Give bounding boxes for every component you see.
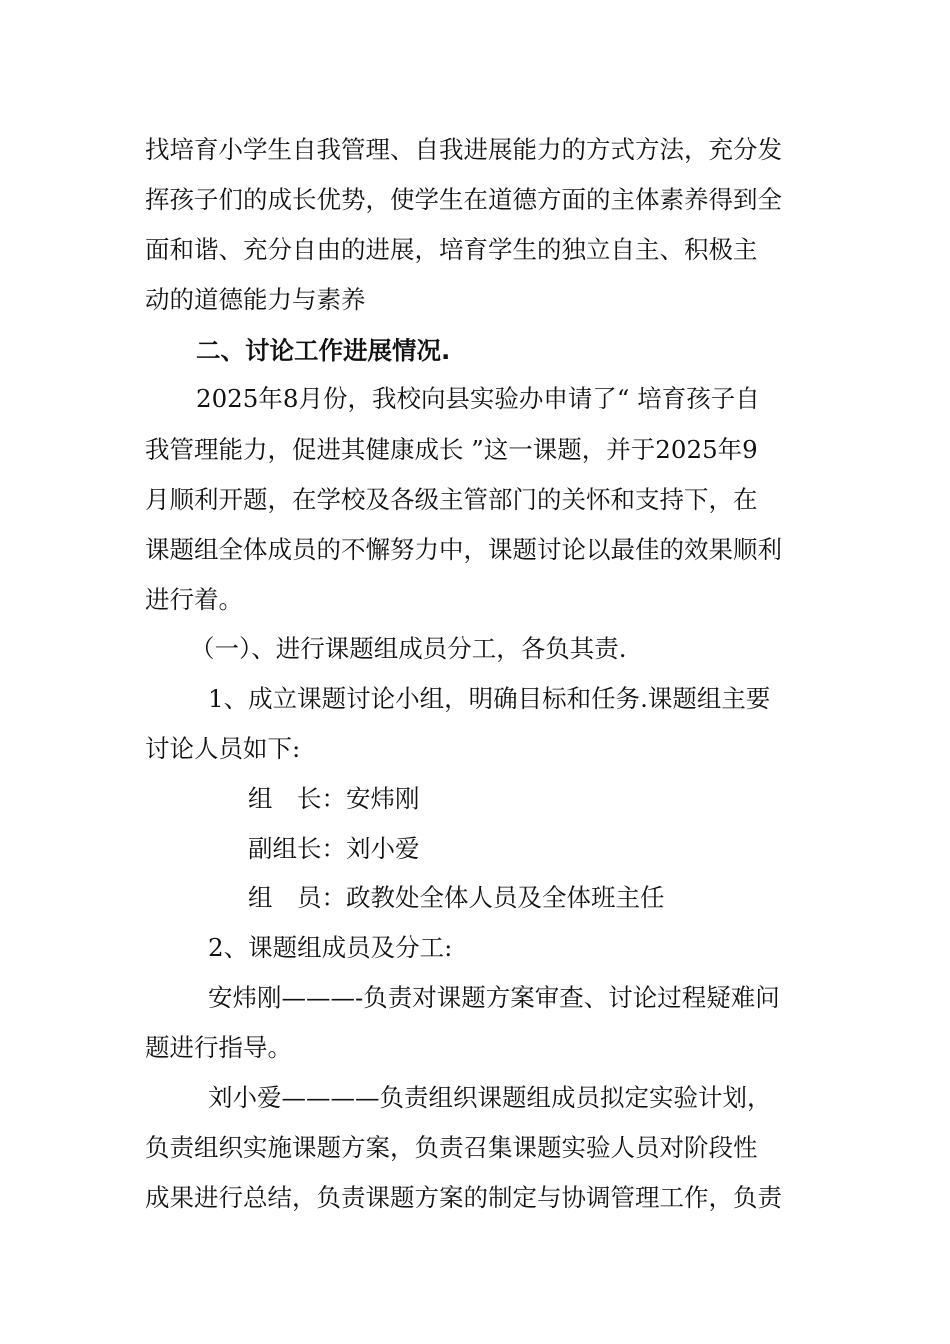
body-line: 面和谐、充分自由的进展，培育学生的独立自主、积极主 — [145, 235, 758, 264]
body-line: 安炜刚———-负责对课题方案审查、讨论过程疑难问 — [208, 983, 780, 1012]
body-line: 讨论人员如下: — [145, 734, 301, 763]
body-line: 月顺利开题，在学校及各级主管部门的关怀和支持下，在 — [145, 485, 758, 514]
body-line: 课题组全体成员的不懈努力中，课题讨论以最佳的效果顺利 — [145, 535, 782, 564]
body-line: 我管理能力，促进其健康成长 ”这一课题，并于2025年9 — [145, 435, 758, 464]
body-line: 1、成立课题讨论小组，明确目标和任务.课题组主要 — [208, 684, 771, 713]
body-line: 负责组织实施课题方案，负责召集课题实验人员对阶段性 — [145, 1133, 758, 1162]
body-line: 进行着。 — [145, 585, 243, 614]
body-line: 2、课题组成员及分工: — [208, 933, 453, 962]
body-line: 找培育小学生自我管理、自我进展能力的方式方法，充分发 — [145, 135, 782, 164]
subsection-heading: （一）、进行课题组成员分工，各负其责. — [190, 634, 627, 663]
member-members: 组 员：政教处全体人员及全体班主任 — [248, 883, 665, 912]
member-deputy: 副组长：刘小爱 — [248, 834, 420, 863]
body-line: 动的道德能力与素养 — [145, 285, 366, 314]
body-line: 成果进行总结，负责课题方案的制定与协调管理工作，负责 — [145, 1183, 782, 1212]
body-line: 2025年8月份，我校向县实验办申请了“ 培育孩子自 — [196, 384, 760, 413]
body-line: 挥孩子们的成长优势，使学生在道德方面的主体素养得到全 — [145, 185, 782, 214]
body-line: 刘小爱————负责组织课题组成员拟定实验计划， — [208, 1083, 772, 1112]
section-heading: 二、讨论工作进展情况. — [196, 336, 451, 365]
member-leader: 组 长：安炜刚 — [248, 784, 420, 813]
body-line: 题进行指导。 — [145, 1033, 292, 1062]
